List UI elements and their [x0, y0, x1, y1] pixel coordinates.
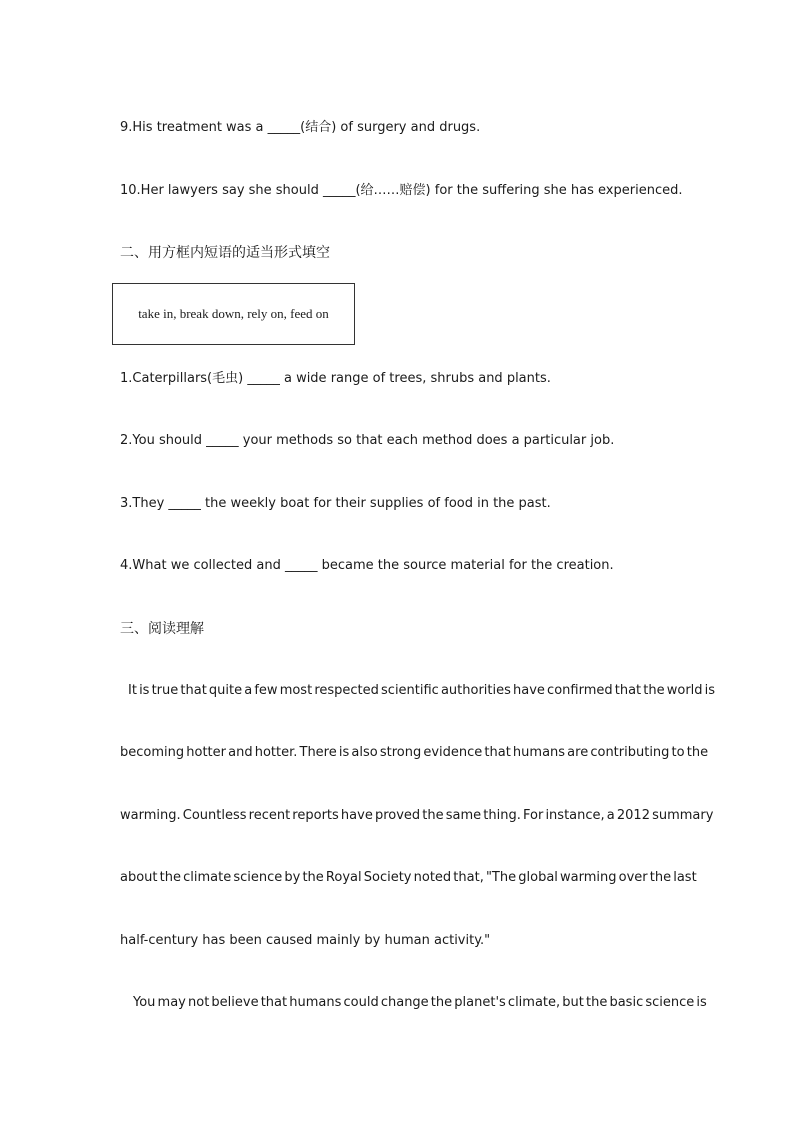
fill-question-3: 3.They _____ the weekly boat for their supplies of food in the past.: [120, 496, 551, 511]
paragraph-line-text: warming. Countless recent reports have proved the same thing. For instance, a 2012 summary: [120, 808, 714, 823]
paragraph-line-text: half-century has been caused mainly by human activity.": [120, 933, 491, 948]
paragraph-line: [120, 745, 709, 761]
paragraph-line: [120, 808, 714, 824]
paragraph-line: [120, 933, 674, 949]
paragraph-line-text: You may not believe that humans could change the planet's climate, but the basic science is: [133, 995, 707, 1010]
question-9: 9.His treatment was a _____(结合) of surgery and drugs.: [120, 120, 481, 135]
phrase-box: [112, 283, 355, 345]
section-2-heading: 二、用方框内短语的适当形式填空: [120, 245, 330, 261]
fill-question-1: 1.Caterpillars(毛虫) _____ a wide range of trees, shrubs and plants.: [120, 371, 551, 386]
paragraph-line: [133, 995, 707, 1011]
paragraph-line-text: becoming hotter and hotter. There is also strong evidence that humans are contributing to the: [120, 745, 709, 760]
fill-question-2: 2.You should _____ your methods so that each method does a particular job.: [120, 433, 615, 448]
phrase-box-text: take in, break down, rely on, feed on: [138, 306, 329, 321]
paragraph-line: [128, 683, 716, 699]
paragraph-line-text: about the climate science by the Royal Society noted that, "The global warming over the last: [120, 870, 697, 885]
question-10: 10.Her lawyers say she should _____(给……赔偿) for the suffering she has experienced.: [120, 183, 683, 198]
paragraph-line-text: It is true that quite a few most respected scientific authorities have confirmed that the world is: [128, 683, 716, 698]
fill-question-4: 4.What we collected and _____ became the source material for the creation.: [120, 558, 614, 573]
section-3-heading: 三、阅读理解: [120, 621, 204, 637]
paragraph-line: [120, 870, 697, 886]
